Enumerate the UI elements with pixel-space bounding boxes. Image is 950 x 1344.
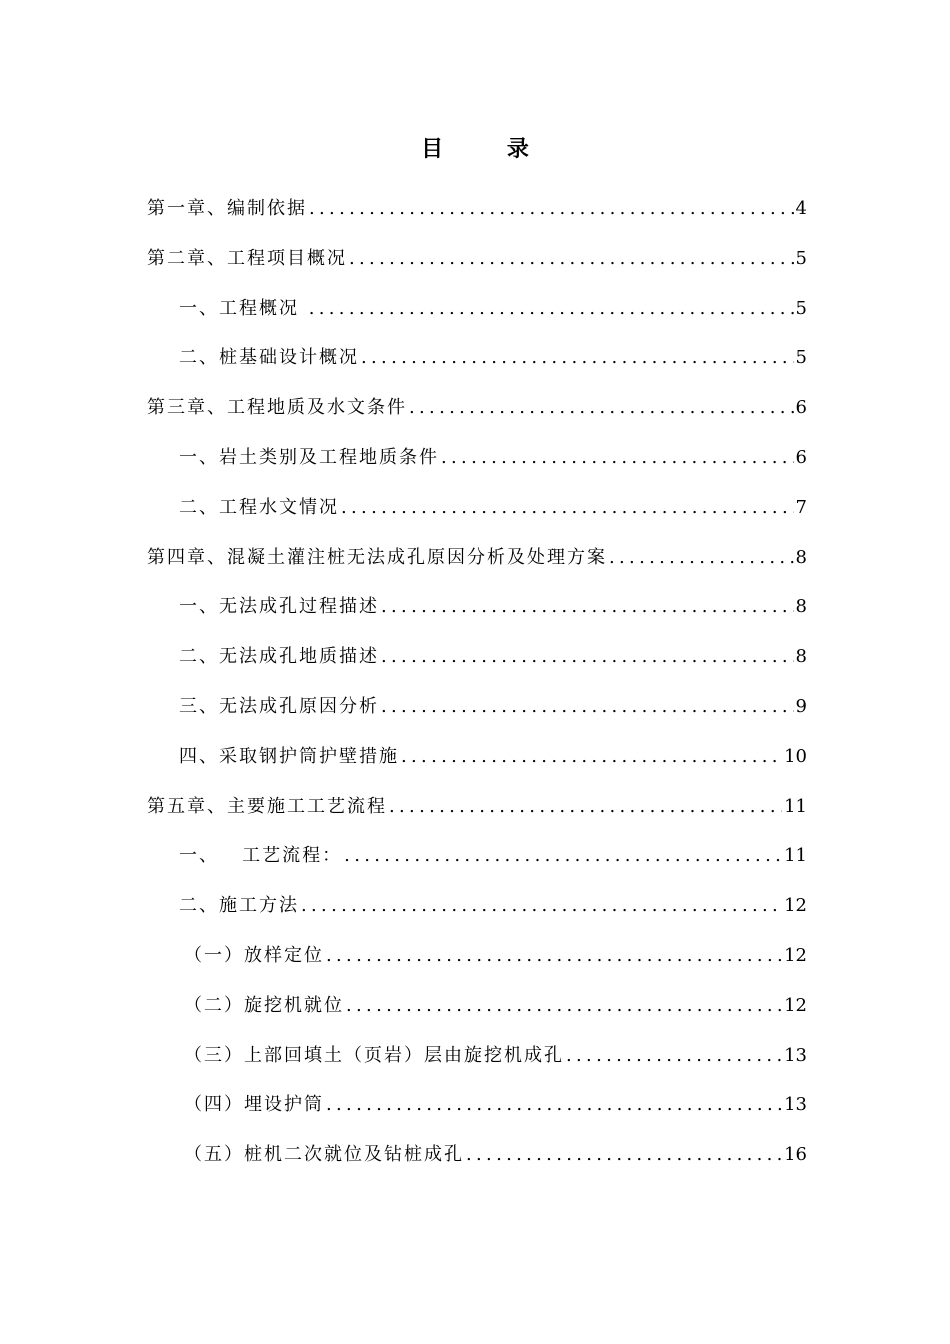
- toc-entry-page: 5: [795, 347, 807, 369]
- toc-entry-label: 四、采取钢护筒护壁措施: [179, 745, 399, 767]
- toc-entry-label: （一）放样定位: [184, 944, 324, 966]
- toc-entry-label: 一、 工艺流程：: [179, 845, 343, 867]
- toc-entry-page: 13: [784, 1094, 807, 1116]
- toc-entry-page: 12: [784, 994, 807, 1016]
- toc-entry[interactable]: [147, 692, 807, 742]
- dot-leader: [361, 347, 794, 368]
- toc-entry-page: 8: [795, 646, 807, 668]
- dot-leader: [346, 995, 782, 1016]
- toc-entry[interactable]: [147, 991, 807, 1041]
- toc-entry-label: 第五章、主要施工工艺流程: [147, 795, 387, 817]
- toc-entry[interactable]: [147, 343, 807, 393]
- toc-entry-page: 10: [784, 745, 807, 767]
- toc-entry[interactable]: [147, 1090, 807, 1140]
- toc-entry-page: 6: [795, 397, 807, 419]
- toc-entry-page: 9: [795, 695, 807, 717]
- toc-entry-page: 16: [784, 1144, 807, 1166]
- toc-entry-label: 第一章、编制依据: [147, 198, 307, 219]
- toc-entry-page: 4: [795, 198, 807, 219]
- toc-entry-label: 三、无法成孔原因分析: [179, 695, 379, 717]
- table-of-contents: [147, 194, 807, 1190]
- toc-entry-page: 5: [795, 247, 807, 269]
- dot-leader: [341, 497, 794, 518]
- dot-leader: [326, 945, 782, 966]
- dot-leader: [381, 696, 794, 717]
- toc-entry[interactable]: [147, 841, 807, 891]
- dot-leader: [309, 298, 794, 319]
- toc-entry-label: 第三章、工程地质及水文条件: [147, 397, 407, 419]
- toc-entry-page: 11: [784, 795, 807, 817]
- toc-entry-label: （二）旋挖机就位: [184, 994, 344, 1016]
- toc-entry[interactable]: [147, 493, 807, 543]
- dot-leader: [344, 845, 782, 866]
- toc-entry[interactable]: [147, 294, 807, 344]
- toc-entry-label: 二、无法成孔地质描述: [179, 646, 379, 668]
- dot-leader: [326, 1094, 782, 1115]
- toc-entry[interactable]: [147, 1041, 807, 1091]
- dot-leader: [401, 746, 782, 767]
- toc-entry-label: 第四章、混凝土灌注桩无法成孔原因分析及处理方案: [147, 546, 607, 568]
- toc-entry[interactable]: [147, 244, 807, 294]
- toc-title: 目 录: [421, 136, 557, 162]
- toc-entry[interactable]: [147, 393, 807, 443]
- toc-entry-page: 7: [795, 496, 807, 518]
- toc-entry-label: （四）埋设护筒: [184, 1094, 324, 1116]
- toc-entry-label: 一、岩土类别及工程地质条件: [179, 446, 439, 468]
- toc-entry-label: （三）上部回填土（页岩）层由旋挖机成孔: [184, 1044, 564, 1066]
- dot-leader: [381, 596, 794, 617]
- toc-entry-label: 第二章、工程项目概况: [147, 247, 347, 269]
- dot-leader: [309, 198, 794, 219]
- dot-leader: [441, 447, 794, 468]
- toc-entry[interactable]: [147, 443, 807, 493]
- toc-entry-page: 12: [784, 944, 807, 966]
- toc-entry[interactable]: [147, 1140, 807, 1190]
- toc-entry-page: 13: [784, 1044, 807, 1066]
- toc-entry-label: 二、施工方法: [179, 895, 299, 917]
- toc-entry[interactable]: [147, 792, 807, 842]
- toc-entry[interactable]: [147, 642, 807, 692]
- toc-entry-label: 一、工程概况: [179, 297, 307, 319]
- dot-leader: [301, 895, 782, 916]
- dot-leader: [566, 1045, 782, 1066]
- dot-leader: [466, 1144, 782, 1165]
- toc-entry-page: 8: [795, 596, 807, 618]
- dot-leader: [381, 646, 794, 667]
- toc-entry[interactable]: [147, 543, 807, 593]
- toc-entry[interactable]: [147, 941, 807, 991]
- toc-entry[interactable]: [147, 592, 807, 642]
- dot-leader: [609, 547, 794, 568]
- toc-entry-label: （五）桩机二次就位及钻桩成孔: [184, 1144, 464, 1166]
- dot-leader: [389, 796, 782, 817]
- toc-entry-page: 12: [784, 895, 807, 917]
- toc-entry-label: 二、工程水文情况: [179, 496, 339, 518]
- toc-entry[interactable]: [147, 891, 807, 941]
- toc-entry[interactable]: [147, 742, 807, 792]
- toc-entry-page: 8: [795, 546, 807, 568]
- dot-leader: [409, 397, 794, 418]
- dot-leader: [349, 248, 794, 269]
- toc-entry[interactable]: [147, 194, 807, 244]
- toc-entry-page: 5: [795, 297, 807, 319]
- toc-entry-label: 二、桩基础设计概况: [179, 347, 359, 369]
- toc-entry-page: 6: [795, 446, 807, 468]
- toc-entry-label: 一、无法成孔过程描述: [179, 596, 379, 618]
- toc-entry-page: 11: [784, 845, 807, 867]
